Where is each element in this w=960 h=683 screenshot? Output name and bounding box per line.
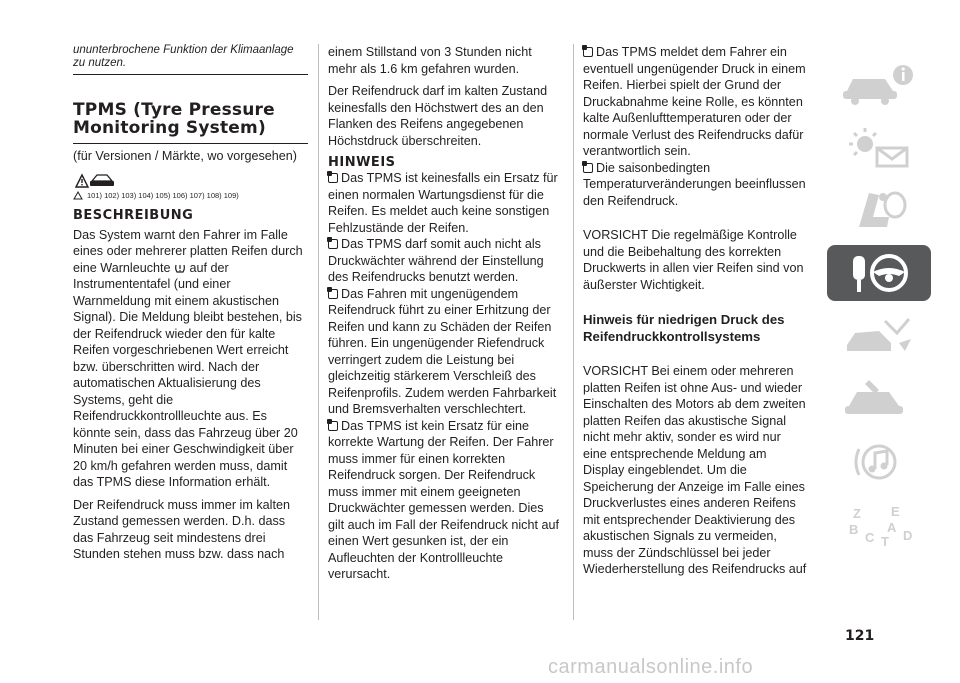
svg-text:Z: Z (853, 506, 861, 521)
tire-pressure-warning-icon (174, 262, 186, 274)
bullet-text: Das TPMS meldet dem Fahrer ein eventuell ungenügender Druck in einem Reifen. Hierbei spielt der Grund der Druckabnahme keine Rolle, es könnten kalte Außenlufttemperaturen oder der normale Verlust des Reifendrucks dafür verantwortlich sein. (583, 45, 806, 158)
tab-starting-driving[interactable] (827, 245, 931, 301)
svg-text:T: T (881, 534, 889, 548)
paragraph: einem Stillstand von 3 Stunden nicht mehr als 1.6 km gefahren wurden. (328, 45, 532, 76)
paragraph: Der Reifendruck darf im kalten Zustand keinesfalls den Höchstwert des an den Flanken des Reifens angegebenen Höchstdruck überschreiten. (328, 84, 548, 148)
svg-text:B: B (849, 522, 859, 537)
tab-dashboard-lights[interactable] (827, 119, 931, 175)
bullet-icon (328, 239, 338, 249)
bullet-text: Das Fahren mit ungenügendem Reifendruck führt zu einer Erhitzung der Reifen und kann zu Schäden der Reifen führen. Ein ungenügender Riefendruck verringert zudem die Leistung bei gleichzeitig stärkerem Verschleiß des Reifenprofils. Zudem werden Fahrbarkeit und Bremsverhalten verschlechtert. (328, 286, 557, 416)
bullet-icon (583, 47, 593, 57)
bullet-icon (583, 163, 593, 173)
bullet-icon (328, 289, 338, 299)
continuation-note: ununterbrochene Funktion der Klimaanlage zu nutzen. (73, 44, 308, 75)
bullet-paragraph (328, 418, 563, 583)
column-right (583, 44, 808, 578)
bullet-paragraph (328, 236, 563, 286)
tab-safety[interactable] (827, 182, 931, 238)
column-divider (318, 44, 319, 620)
bullet-text: Das TPMS ist kein Ersatz für eine korrekte Wartung der Reifen. Der Fahrer muss immer für einen korrekten Reifendruck sorgen. Der Reifendruck muss immer mit einem geeigneten Druckwächter gemessen werden. Dies gilt auch im Fall der Reifendruck nicht auf einen Wert gesunken ist, der ein Aufleuchten der Kontrollleuchte verursacht. (328, 418, 559, 581)
paragraph-text: auf der Instrumententafel (und einer Warnmeldung mit einem akustischen Signal). Die Meldung bleibt bestehen, bis der Reifendruck wieder den für kalte Reifen vorgeschriebenen Wert erreicht bzw. überschritten wird. Nach der automatischen Aktualisierung des Systems, geht die Reifendruckkontrollleuchte aus. Es könnte sein, dass das Fahrzeug über 20 Minuten bei einer Geschwindigkeit über 20 km/h gefahren werden muss, damit das TPMS diese Information erhält. (73, 260, 302, 489)
svg-text:A: A (887, 520, 897, 535)
reference-list (73, 191, 308, 200)
svg-text:D: D (903, 528, 913, 543)
alphabetical-index-icon (839, 502, 919, 548)
watermark: carmanualsonline.info (548, 656, 754, 678)
svg-text:C: C (865, 530, 875, 545)
tab-car-info[interactable] (827, 56, 931, 112)
tab-maintenance[interactable] (827, 371, 931, 427)
version-icons (73, 171, 308, 189)
subsection-heading: Hinweis für niedrigen Druck des Reifendruckkontrollsystems (583, 312, 785, 344)
tab-index[interactable] (827, 497, 931, 553)
bullet-icon (328, 421, 338, 431)
bullet-paragraph (328, 170, 563, 236)
caution-paragraph: VORSICHT Bei einem oder mehreren platten Reifen ist ohne Aus- und wieder Einschalten des Motors ab dem zweiten platten Reifen das akustische Signal nicht mehr aktiv, sonder es wird nur eine entsprechende Meldung am Display eingeblendet. Um die Speicherung der Anzeige im Falle eines Druckverlustes eines anderen Reifens mit entsprechender Deaktivierung des akustischen Signals zu vermeiden, muss der Zündschlüssel bei jeder Wiederherstellung des Reifendrucks auf (583, 364, 807, 576)
chapter-sidebar (827, 56, 931, 560)
column-left (73, 44, 308, 563)
column-middle (328, 44, 563, 583)
page-number: 121 (845, 628, 875, 644)
bullet-paragraph (583, 44, 808, 160)
dashboard-lights-icon (839, 124, 919, 170)
column-divider (573, 44, 574, 620)
bullet-text: Die saisonbedingten Temperaturveränderungen beeinflussen den Reifendruck. (583, 160, 806, 208)
caution-paragraph: VORSICHT Die regelmäßige Kontrolle und die Beibehaltung des korrekten Druckwerts in allen vier Reifen sind von äußerster Wichtigkeit. (583, 228, 804, 292)
car-maintenance-icon (839, 376, 919, 422)
paragraph-text: Das System warnt den Fahrer im Falle eines oder mehrerer platten Reifen durch eine Warnleuchte (73, 227, 303, 275)
notice-heading: HINWEIS (328, 155, 396, 170)
bullet-paragraph (583, 160, 808, 210)
seat-airbag-icon (839, 187, 919, 233)
tab-emergency[interactable] (827, 308, 931, 364)
paragraph (73, 227, 308, 491)
versions-note: (für Versionen / Märkte, wo vorgesehen) (73, 149, 297, 163)
section-title: TPMS (Tyre Pressure Monitoring System) (73, 101, 308, 144)
paragraph: Der Reifendruck muss immer im kalten Zustand gemessen werden. D.h. dass das Fahrzeug seit mindestens drei Stunden stehen muss bzw. dass nach (73, 497, 290, 561)
warning-triangle-icon (73, 191, 83, 200)
accident-icon (839, 313, 919, 359)
car-info-icon (839, 61, 919, 107)
reference-numbers: 101) 102) 103) 104) 105) 106) 107) 108) 109) (87, 190, 239, 200)
bullet-icon (328, 173, 338, 183)
bullet-text: Das TPMS ist keinesfalls ein Ersatz für einen normalen Wartungsdienst für die Reifen. Es meldet auch keine sonstigen Fehlzustände der Reifen. (328, 171, 558, 235)
warning-triangle-icon (73, 171, 117, 189)
tab-multimedia[interactable] (827, 434, 931, 490)
key-steering-wheel-icon (839, 250, 919, 296)
svg-text:E: E (891, 504, 900, 519)
multimedia-icon (839, 439, 919, 485)
section-heading: BESCHREIBUNG (73, 207, 194, 223)
bullet-text: Das TPMS darf somit auch nicht als Druckwächter während der Einstellung des Reifendrucks benutzt werden. (328, 237, 544, 284)
bullet-paragraph (328, 286, 563, 418)
